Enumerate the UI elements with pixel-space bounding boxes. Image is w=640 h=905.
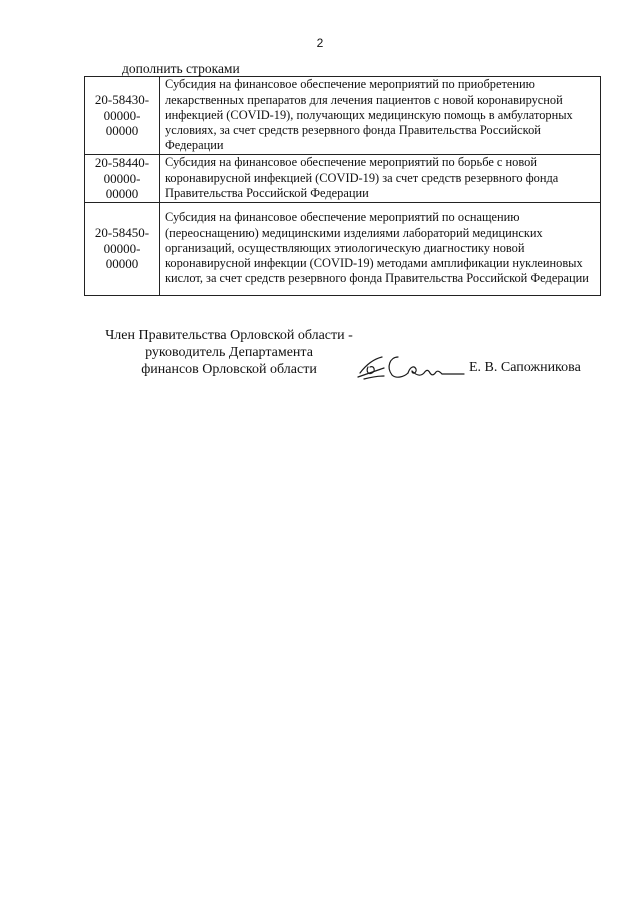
table-row <box>85 155 601 203</box>
subsidy-description: Субсидия на финансовое обеспечение мероприятий по борьбе с новой коронавирусной инфекцией (COVID-19) за счет средств резервного фонда Правительства Российской Федерации <box>160 155 601 203</box>
budget-code-line: 00000 <box>105 186 139 201</box>
subsidy-description: Субсидия на финансовое обеспечение мероприятий по приобретению лекарственных препаратов для лечения пациентов с новой коронавирусной инфекцией (COVID-19), получающих медицинскую помощь в амбулаторных условиях, за счет средств резервного фонда Правительства Российской Федерации <box>160 77 601 155</box>
budget-codes-table <box>84 76 601 296</box>
table-row <box>85 77 601 155</box>
signer-name: Е. В. Сапожникова <box>469 360 581 375</box>
intro-text: дополнить строками <box>122 61 240 76</box>
budget-code-line: 00000- <box>103 240 141 256</box>
page-number: 2 <box>316 36 324 50</box>
budget-code-line: 20-58450- <box>94 225 150 241</box>
signatory-title <box>84 327 374 378</box>
table-row <box>85 202 601 295</box>
budget-code-line: 20-58440- <box>94 155 150 170</box>
budget-code-line: 00000 <box>105 256 139 272</box>
budget-code-cell <box>85 77 160 155</box>
handwritten-signature <box>354 343 466 389</box>
signatory-title-line: Член Правительства Орловской области - <box>105 328 353 343</box>
budget-code-line: 00000- <box>103 107 141 123</box>
budget-code-cell <box>85 202 160 295</box>
budget-code-line: 00000 <box>105 123 139 139</box>
signatory-title-line: финансов Орловской области <box>141 362 317 377</box>
budget-code-line: 20-58430- <box>94 92 150 108</box>
subsidy-description: Субсидия на финансовое обеспечение мероприятий по оснащению (переоснащению) медицинскими изделиями лабораторий медицинских организаций, осуществляющих этиологическую диагностику новой коронавирусной инфекции (COVID-19) методами амплификации нуклеиновых кислот, за счет средств резервного фонда Правительства Российской Федерации <box>160 202 601 295</box>
budget-code-line: 00000- <box>103 170 141 186</box>
budget-code-cell <box>85 155 160 203</box>
signatory-title-line: руководитель Департамента <box>145 345 313 360</box>
